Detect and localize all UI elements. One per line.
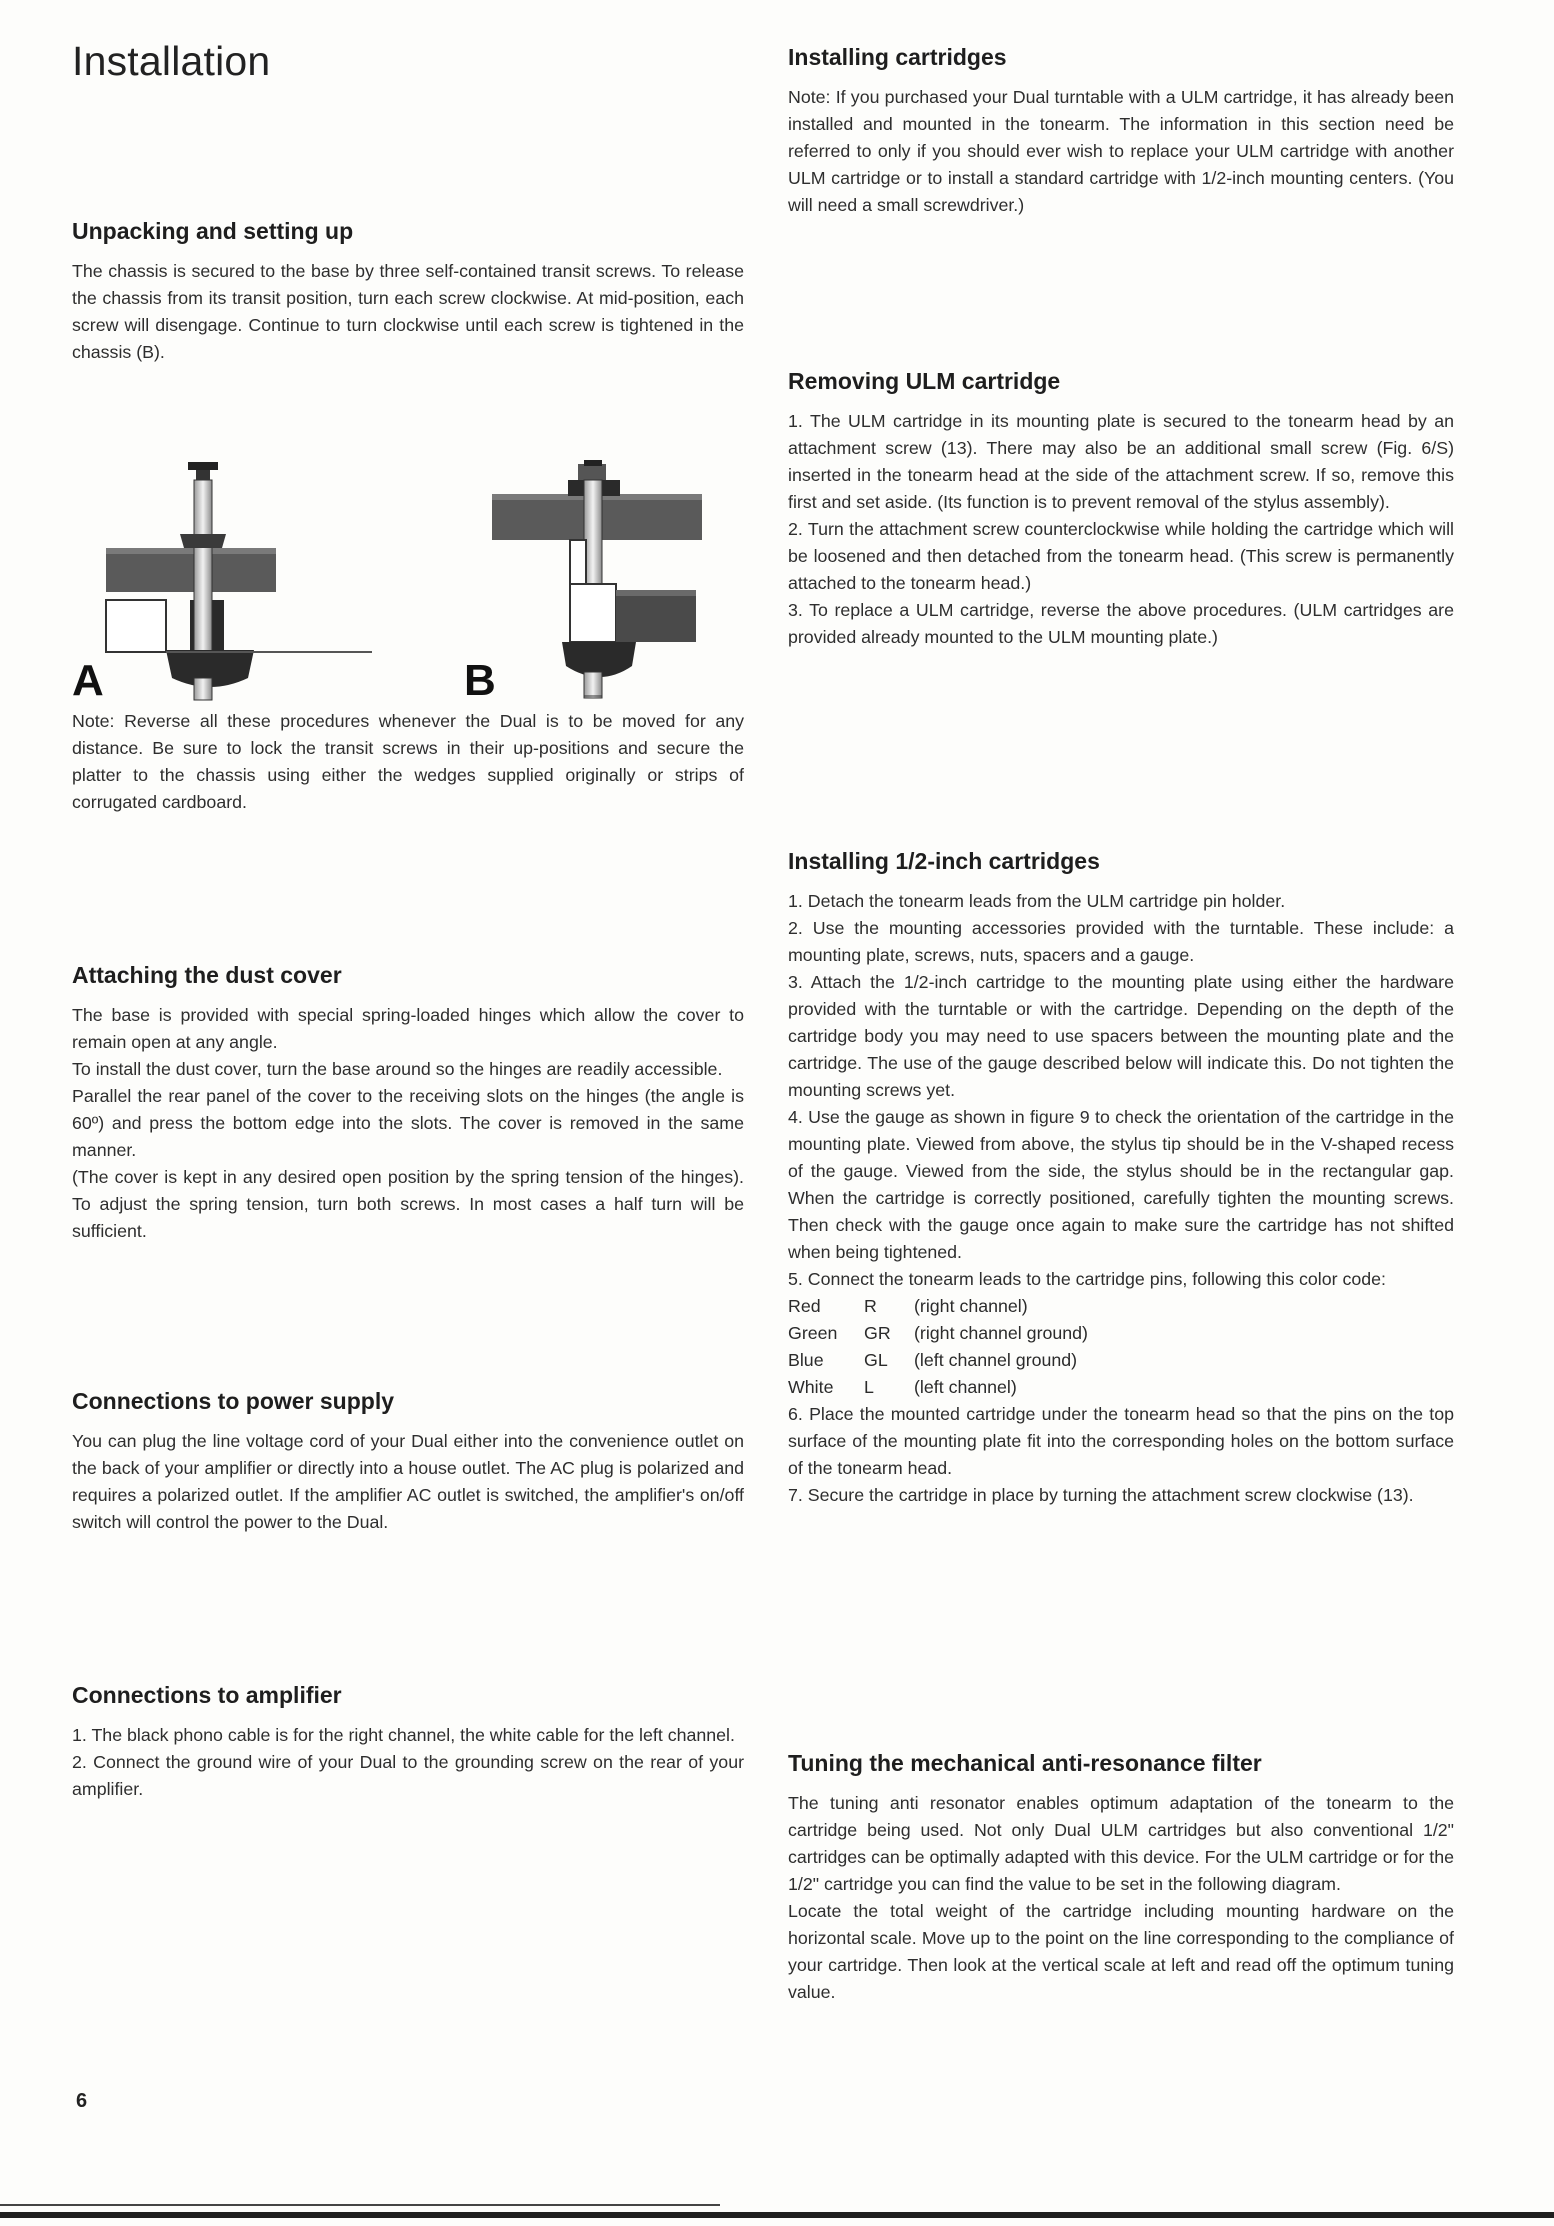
text-half-inch-6: 6. Place the mounted cartridge under the tonearm head so that the pins on the top surface of the mounting plate fit into the corresponding holes on the bottom surface of the tonearm head. xyxy=(788,1404,1454,1478)
heading-installing: Installing cartridges xyxy=(788,44,1007,70)
transit-screw-figure xyxy=(72,424,744,724)
section-note xyxy=(72,708,744,816)
text-half-inch-1: 1. Detach the tonearm leads from the ULM cartridge pin holder. xyxy=(788,891,1286,911)
bottom-divider xyxy=(0,2212,1554,2218)
page-title: Installation xyxy=(72,38,271,84)
page-number: 6 xyxy=(76,2090,88,2112)
text-dust-cover-1: The base is provided with special spring-loaded hinges which allow the cover to remain open at any angle. xyxy=(72,1005,744,1052)
text-removing-2: 2. Turn the attachment screw counterclockwise while holding the cartridge which will be loosened and then detached from the tonearm head. (This screw is permanently attached to the tonearm head.) xyxy=(788,519,1454,593)
heading-half-inch: Installing 1/2-inch cartridges xyxy=(788,848,1100,874)
text-dust-cover-2: To install the dust cover, turn the base around so the hinges are readily accessible. xyxy=(72,1059,723,1079)
figure-label-b: B xyxy=(464,656,496,705)
transit-screw-illustration xyxy=(72,424,744,724)
section-installing xyxy=(788,44,1454,219)
text-note: Note: Reverse all these procedures whenever the Dual is to be moved for any distance. Be sure to lock the transit screws in their up-positions and secure the platter to the chassis using either the wedges supplied originally or strips of corrugated cardboard. xyxy=(72,711,744,812)
text-half-inch-3: 3. Attach the 1/2-inch cartridge to the mounting plate using either the hardware provided with the turntable or with the cartridge. Depending on the depth of the cartridge body you may need to use spacers between the mounting plate and the cartridge. The use of the gauge described below will indicate this. Do not tighten the mounting screws yet. xyxy=(788,972,1454,1100)
text-removing-1: 1. The ULM cartridge in its mounting plate is secured to the tonearm head by an attachment screw (13). There may also be an additional small screw (Fig. 6/S) inserted in the tonearm head at the side of the attachment screw. If so, remove this first and set aside. (Its function is to prevent removal of the stylus assembly). xyxy=(788,411,1454,512)
section-unpacking xyxy=(72,218,744,366)
heading-dust-cover: Attaching the dust cover xyxy=(72,962,342,988)
text-tuning-2: Locate the total weight of the cartridge including mounting hardware on the horizontal scale. Move up to the point on the line corresponding to the compliance of your cartridge. Then look at the vertical scale at left and read off the optimum tuning value. xyxy=(788,1901,1454,2002)
text-removing-3: 3. To replace a ULM cartridge, reverse the above procedures. (ULM cartridges are provided already mounted to the ULM mounting plate.) xyxy=(788,600,1454,647)
section-power xyxy=(72,1388,744,1536)
color-code-row: Green GR (right channel ground) xyxy=(788,1323,1088,1343)
text-half-inch-7: 7. Secure the cartridge in place by turning the attachment screw clockwise (13). xyxy=(788,1485,1414,1505)
section-removing xyxy=(788,368,1454,651)
section-half-inch xyxy=(788,848,1454,1509)
text-half-inch-4: 4. Use the gauge as shown in figure 9 to check the orientation of the cartridge in the mounting plate. Viewed from above, the stylus tip should be in the V-shaped recess of the gauge. Viewed from the side, the stylus should be in the rectangular gap. When the cartridge is correctly positioned, carefully tighten the mounting screws. Then check with the gauge once again to make sure the cartridge has not shifted when being tightened. xyxy=(788,1107,1454,1262)
heading-power: Connections to power supply xyxy=(72,1388,395,1414)
text-dust-cover-4: (The cover is kept in any desired open position by the spring tension of the hinges). To adjust the spring tension, turn both screws. In most cases a half turn will be sufficient. xyxy=(72,1167,744,1241)
section-tuning xyxy=(788,1750,1454,2006)
text-half-inch-2: 2. Use the mounting accessories provided with the turntable. These include: a mounting plate, screws, nuts, spacers and a gauge. xyxy=(788,918,1454,965)
figure-b-drawing xyxy=(492,460,702,698)
text-installing: Note: If you purchased your Dual turntable with a ULM cartridge, it has already been installed and mounted in the tonearm. The information in this section need be referred to only if you should ever wish to replace your ULM cartridge with another ULM cartridge or to install a standard cartridge with 1/2-inch mounting centers. (You will need a small screwdriver.) xyxy=(788,87,1454,215)
figure-a-drawing xyxy=(106,462,372,700)
left-column xyxy=(72,38,744,1799)
heading-tuning: Tuning the mechanical anti-resonance filter xyxy=(788,1750,1262,1776)
section-dust-cover xyxy=(72,962,744,1245)
color-code-row: White L (left channel) xyxy=(788,1377,1017,1397)
text-dust-cover-3: Parallel the rear panel of the cover to the receiving slots on the hinges (the angle is 60º) and press the bottom edge into the slots. The cover is removed in the same manner. xyxy=(72,1086,744,1160)
heading-unpacking: Unpacking and setting up xyxy=(72,218,354,244)
section-amplifier xyxy=(72,1682,744,1803)
text-amplifier-1: 1. The black phono cable is for the right channel, the white cable for the left channel. xyxy=(72,1725,735,1745)
color-code-row: Red R (right channel) xyxy=(788,1296,1028,1316)
text-amplifier-2: 2. Connect the ground wire of your Dual to the grounding screw on the rear of your amplifier. xyxy=(72,1752,744,1799)
figure-label-a: A xyxy=(72,656,104,705)
text-half-inch-5: 5. Connect the tonearm leads to the cartridge pins, following this color code: xyxy=(788,1269,1386,1289)
color-code-row: Blue GL (left channel ground) xyxy=(788,1350,1078,1370)
heading-amplifier: Connections to amplifier xyxy=(72,1682,342,1708)
text-power: You can plug the line voltage cord of your Dual either into the convenience outlet on the back of your amplifier or directly into a house outlet. The AC plug is polarized and requires a polarized outlet. If the amplifier AC outlet is switched, the amplifier's on/off switch will control the power to the Dual. xyxy=(72,1431,744,1532)
text-unpacking: The chassis is secured to the base by three self-contained transit screws. To release the chassis from its transit position, turn each screw clockwise. At mid-position, each screw will disengage. Continue to turn clockwise until each screw is tightened in the chassis (B). xyxy=(72,261,744,362)
text-tuning-1: The tuning anti resonator enables optimum adaptation of the tonearm to the cartridge being used. Not only Dual ULM cartridges but also conventional 1/2" cartridges can be optimally adapted with this device. For the ULM cartridge or for the 1/2" cartridge you can find the value to be set in the following diagram. xyxy=(788,1793,1454,1894)
bottom-divider-thin xyxy=(0,2204,720,2206)
heading-removing: Removing ULM cartridge xyxy=(788,368,1061,394)
